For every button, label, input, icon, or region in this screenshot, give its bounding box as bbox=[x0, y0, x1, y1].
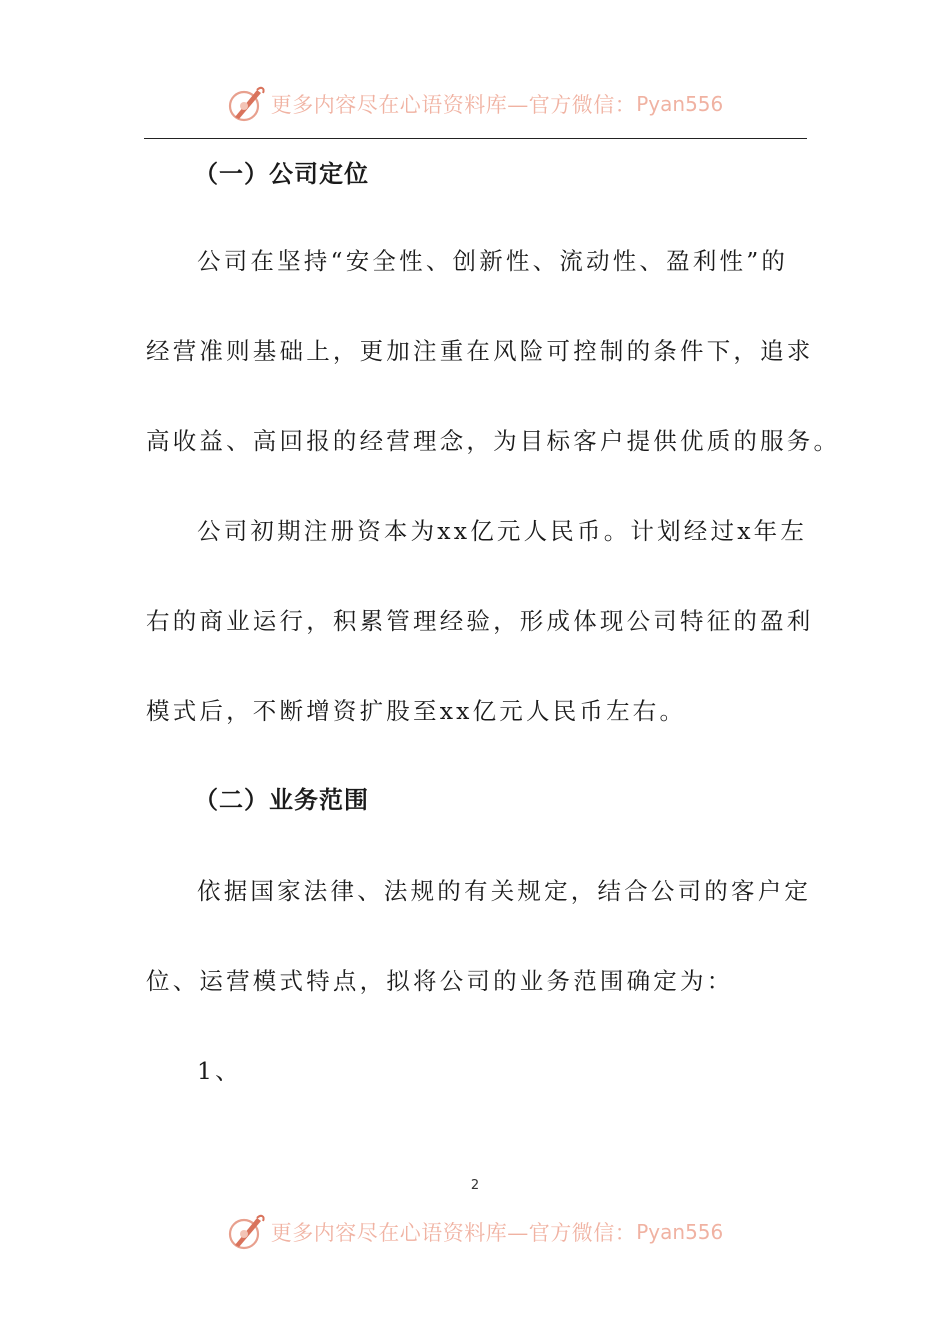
paragraph-line: 位、运营模式特点，拟将公司的业务范围确定为： bbox=[146, 967, 734, 995]
document-body bbox=[146, 150, 841, 1116]
paragraph-line: 模式后，不断增资扩股至xx亿元人民币左右。 bbox=[146, 697, 687, 725]
quill-logo-icon bbox=[227, 1212, 267, 1252]
section-heading-business-scope: （二）业务范围 bbox=[194, 786, 369, 814]
page-number: 2 bbox=[470, 1178, 480, 1193]
watermark-wechat-id: Pyan556 bbox=[636, 1220, 724, 1244]
watermark-text: 更多内容尽在心语资料库—官方微信： bbox=[270, 1221, 637, 1245]
paragraph-line: 依据国家法律、法规的有关规定，结合公司的客户定 bbox=[197, 877, 812, 905]
footer-watermark bbox=[0, 1210, 950, 1254]
paragraph-line: 公司初期注册资本为xx亿元人民币。计划经过x年左 bbox=[197, 517, 808, 545]
header-rule bbox=[144, 138, 807, 139]
paragraph bbox=[146, 216, 841, 486]
paragraph bbox=[146, 486, 814, 756]
watermark-text: 更多内容尽在心语资料库—官方微信： bbox=[270, 93, 637, 117]
paragraph-line: 经营准则基础上，更加注重在风险可控制的条件下，追求 bbox=[146, 337, 814, 365]
section-heading-positioning: （一）公司定位 bbox=[194, 160, 369, 188]
paragraph bbox=[146, 1026, 806, 1116]
paragraph-line: 公司在坚持“安全性、创新性、流动性、盈利性”的 bbox=[197, 247, 789, 275]
paragraph bbox=[146, 846, 812, 1026]
paragraph-line: 高收益、高回报的经营理念，为目标客户提供优质的服务。 bbox=[146, 427, 841, 455]
list-item-1: 1、 bbox=[197, 1057, 242, 1085]
watermark-wechat-id: Pyan556 bbox=[636, 92, 724, 116]
paragraph-line: 右的商业运行，积累管理经验，形成体现公司特征的盈利 bbox=[146, 607, 814, 635]
header-watermark bbox=[0, 82, 950, 126]
quill-logo-icon bbox=[227, 84, 267, 124]
